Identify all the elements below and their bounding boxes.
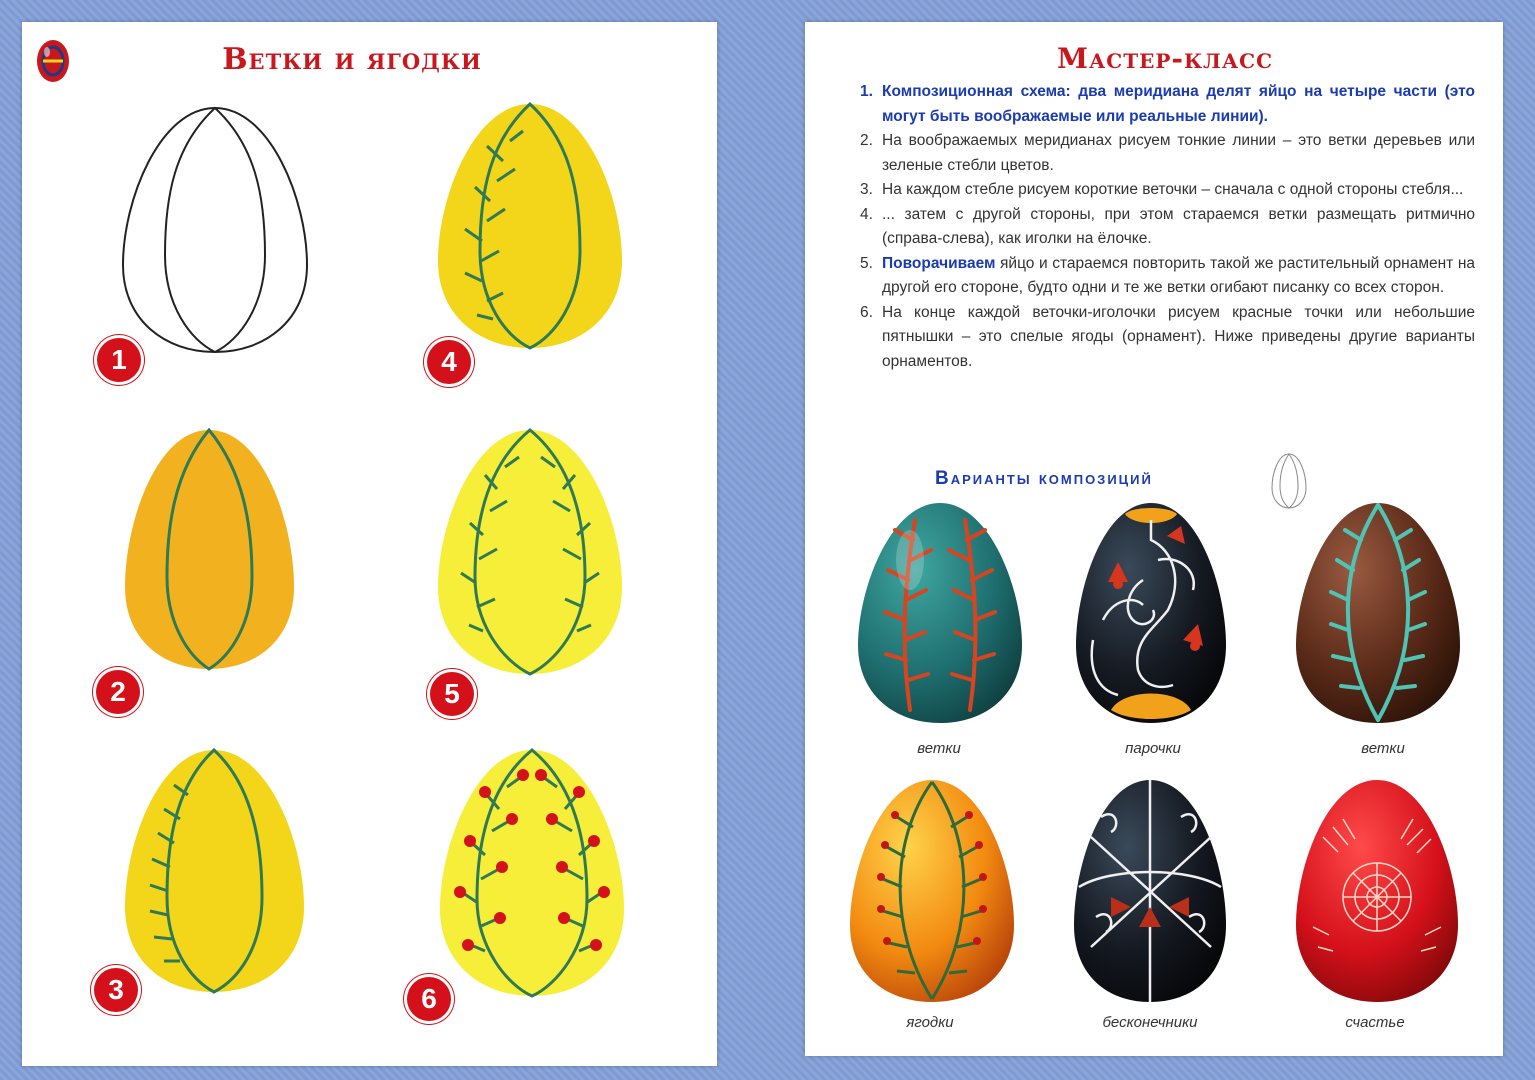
variant-caption: счастье — [1345, 1014, 1405, 1031]
step-badge-6: 6 — [407, 977, 451, 1021]
egg-step-4 — [435, 101, 625, 351]
easter-egg-logo-icon — [34, 36, 72, 84]
variant-egg-vetki-brown — [1293, 500, 1463, 726]
variant-caption: бесконечники — [1102, 1014, 1198, 1031]
page-title: Ветки и ягодки — [222, 42, 482, 77]
instruction-item: 1. Композиционная схема: два меридиана делят яйцо на четыре части (это могут быть воображаемые или реальные линии). — [860, 83, 1475, 125]
variant-egg-beskonechniki-black — [1071, 777, 1229, 1005]
instruction-item: 6. На конце каждой веточки-иголочки рисуем красные точки или небольшие пятнышки – это спелые ягоды (орнамент). Ниже приведены другие варианты орнаментов. — [860, 303, 1475, 370]
variant-caption: ягодки — [906, 1014, 954, 1031]
instruction-item: 5. Поворачиваем яйцо и стараемся повторить такой же растительный орнамент на другой его стороне, будто одни и те же ветки огибают писанку со всех сторон. — [860, 254, 1475, 296]
step-badge-4: 4 — [427, 340, 471, 384]
left-page — [22, 22, 717, 1066]
variant-caption: парочки — [1125, 740, 1181, 757]
step-badge-2: 2 — [96, 670, 140, 714]
instruction-list — [860, 80, 1475, 374]
variant-caption: ветки — [917, 740, 961, 757]
instruction-item: 4. ... затем с другой стороны, при этом стараемся ветки размещать ритмично (справа-слева), как иголки на ёлочке. — [860, 205, 1475, 247]
step-badge-5: 5 — [430, 672, 474, 716]
right-page — [805, 22, 1503, 1056]
variant-egg-schastye-red — [1293, 777, 1461, 1005]
page-title: Мастер-класс — [1057, 42, 1273, 75]
variant-egg-parochki-black — [1073, 500, 1229, 726]
variant-caption: ветки — [1361, 740, 1405, 757]
step-badge-1: 1 — [97, 338, 141, 382]
egg-step-5 — [435, 427, 625, 677]
instruction-item: 2. На воображаемых меридианах рисуем тонкие линии – это ветки деревьев или зеленые стебли цветов. — [860, 132, 1475, 174]
variants-heading: Варианты композиций — [935, 468, 1153, 489]
step-badge-3: 3 — [94, 968, 138, 1012]
variant-egg-vetki-teal — [855, 500, 1025, 726]
instruction-item: 3. На каждом стебле рисуем короткие веточки – сначала с одной стороны стебля... — [860, 181, 1464, 198]
egg-step-3 — [122, 747, 307, 995]
variant-egg-yagodki-orange — [847, 777, 1017, 1005]
egg-step-1 — [120, 105, 310, 355]
egg-step-2 — [122, 427, 297, 672]
egg-step-6 — [437, 747, 627, 999]
